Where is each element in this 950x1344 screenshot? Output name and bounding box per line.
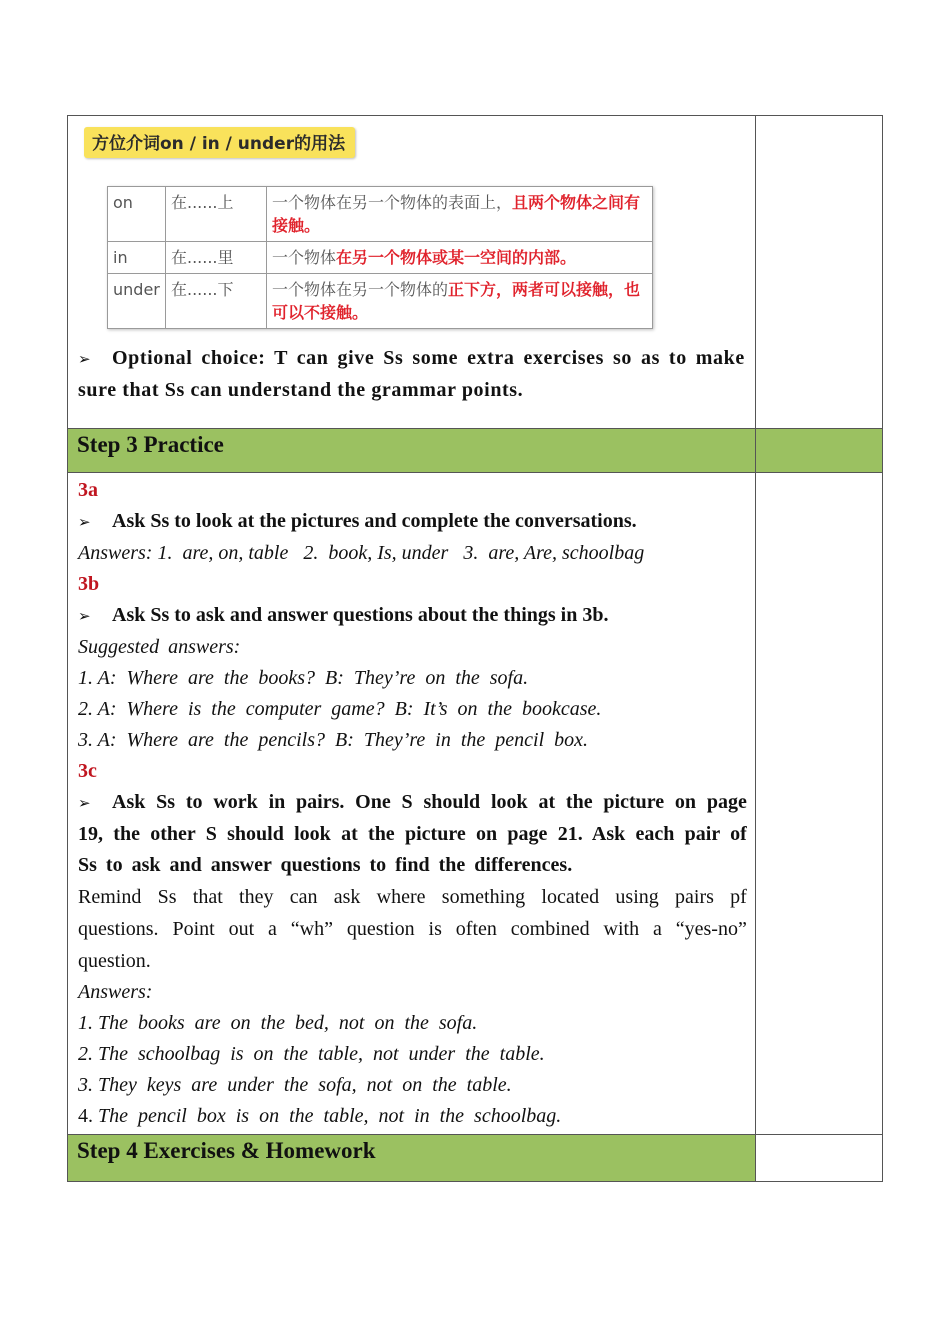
side-cell	[755, 116, 882, 429]
answer-3c: 1. The books are on the bed, not on the sofa.	[78, 1012, 478, 1034]
grammar-title: 方位介词on / in / under的用法	[84, 127, 355, 158]
instruction-3c: ➢ Ask Ss to work in pairs. One S should look at the picture on page 19, the other S should look at the picture on page 21. Ask each pair of Ss to ask and answer questions to find the differences.	[78, 787, 747, 881]
lesson-plan-table	[67, 115, 883, 1182]
grammar-figure	[68, 116, 755, 428]
prep-word: on	[108, 187, 166, 242]
prep-meaning: 在......上	[166, 187, 267, 242]
instruction-3b: ➢ Ask Ss to ask and answer questions about the things in 3b.	[78, 600, 747, 632]
prep-description: 一个物体在另一个物体的表面上，且两个物体之间有接触。	[267, 187, 653, 242]
preposition-table	[107, 186, 653, 329]
arrow-bullet-icon: ➢	[78, 794, 91, 812]
suggested-answer: 3. A: Where are the pencils? B: They’re in the pencil box.	[78, 729, 589, 751]
prep-description: 一个物体在另一个物体的正下方，两者可以接触，也可以不接触。	[267, 274, 653, 329]
answer-3c: 4. The pencil box is on the table, not in the schoolbag.	[78, 1105, 562, 1127]
step4-title: Step 4 Exercises & Homework	[77, 1138, 376, 1163]
step3-header-row	[68, 429, 883, 473]
answers-3a: Answers: 1. are, on, table 2. book, Is, under 3. are, Are, schoolbag	[78, 542, 645, 564]
prep-meaning: 在......里	[166, 242, 267, 274]
practice-cell	[68, 473, 756, 1135]
arrow-bullet-icon: ➢	[78, 513, 91, 531]
answer-3c: 3. They keys are under the sofa, not on the table.	[78, 1074, 512, 1096]
prep-meaning: 在......下	[166, 274, 267, 329]
step4-header-row	[68, 1135, 883, 1182]
prep-row-under	[108, 274, 653, 329]
remind-text: Remind Ss that they can ask where something located using pairs pf questions. Point out a “wh” question is often combined with a “yes-no” question.	[78, 886, 747, 972]
prep-word: in	[108, 242, 166, 274]
suggested-answers-label: Suggested answers:	[78, 636, 241, 658]
suggested-answer: 1. A: Where are the books? B: They’re on the sofa.	[78, 667, 529, 689]
prep-description: 一个物体在另一个物体或某一空间的内部。	[267, 242, 653, 274]
practice-row	[68, 473, 883, 1135]
prep-word: under	[108, 274, 166, 329]
section-label-3c: 3c	[78, 760, 97, 782]
prep-row-in	[108, 242, 653, 274]
step3-title: Step 3 Practice	[77, 432, 224, 457]
optional-choice: ➢ Optional choice: T can give Ss some extra exercises so as to make sure that Ss can understand the grammar points.	[78, 343, 745, 406]
instruction-3a: ➢ Ask Ss to look at the pictures and complete the conversations.	[78, 506, 747, 538]
side-cell	[755, 429, 882, 473]
arrow-bullet-icon: ➢	[78, 607, 91, 625]
section-label-3a: 3a	[78, 479, 98, 501]
prep-row-on	[108, 187, 653, 242]
side-cell	[755, 473, 882, 1135]
arrow-bullet-icon: ➢	[78, 350, 92, 368]
grammar-cell	[68, 116, 756, 429]
answer-3c: 2. The schoolbag is on the table, not under the table.	[78, 1043, 545, 1065]
side-cell	[755, 1135, 882, 1182]
section-label-3b: 3b	[78, 573, 100, 595]
answers-3c-label: Answers:	[78, 981, 153, 1003]
suggested-answer: 2. A: Where is the computer game? B: It’s on the bookcase.	[78, 698, 602, 720]
grammar-row	[68, 116, 883, 429]
